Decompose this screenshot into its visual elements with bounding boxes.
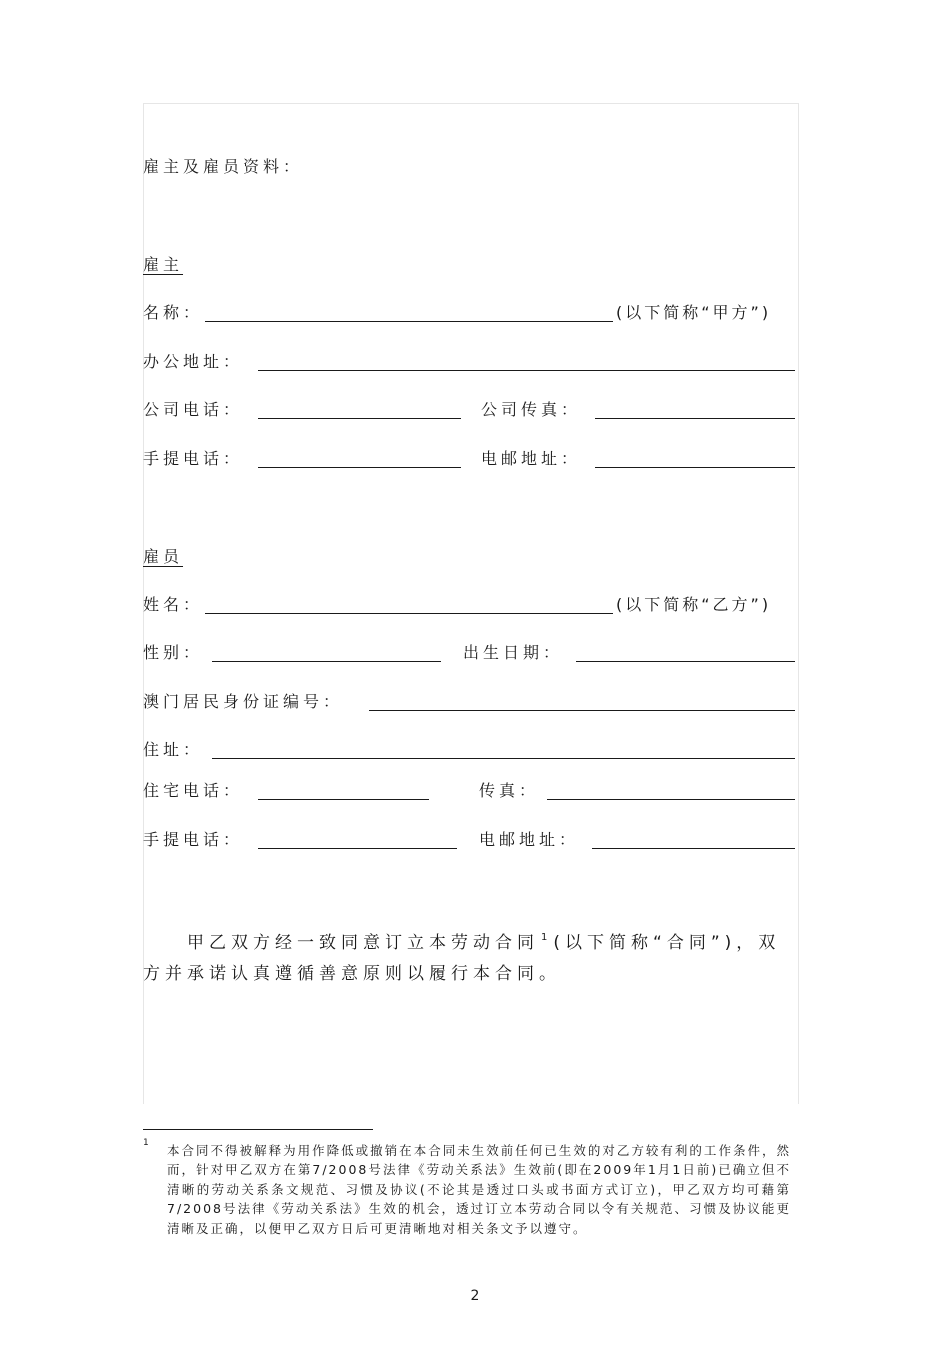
employer-phone-field[interactable] — [258, 418, 461, 419]
employer-email-label: 电邮地址： — [481, 449, 582, 468]
agreement-line-1 — [187, 928, 780, 953]
footnote-reference[interactable]: 1 — [541, 932, 548, 943]
employee-email-field[interactable] — [592, 848, 795, 849]
footnote-divider — [143, 1129, 373, 1130]
employee-id-label: 澳门居民身份证编号： — [143, 692, 344, 711]
employer-name-label: 名称： — [143, 303, 204, 322]
employee-address-field[interactable] — [212, 758, 795, 759]
footnote-marker: 1 — [143, 1138, 149, 1148]
employer-fax-label: 公司传真： — [481, 400, 582, 419]
employer-mobile-label: 手提电话： — [143, 449, 244, 468]
employee-mobile-field[interactable] — [258, 848, 457, 849]
employee-name-label: 姓名： — [143, 595, 204, 614]
employer-name-suffix: (以下简称“甲方”) — [616, 303, 772, 322]
employer-email-field[interactable] — [595, 467, 795, 468]
employee-dob-field[interactable] — [576, 661, 795, 662]
employer-address-field[interactable] — [258, 370, 795, 371]
section-title: 雇主及雇员资料： — [143, 157, 304, 176]
employer-fax-field[interactable] — [595, 418, 795, 419]
employee-home-phone-label: 住宅电话： — [143, 781, 244, 800]
employee-name-suffix: (以下简称“乙方”) — [616, 595, 772, 614]
employee-gender-label: 性别： — [143, 643, 204, 662]
employer-mobile-field[interactable] — [258, 467, 461, 468]
employee-gender-field[interactable] — [212, 661, 441, 662]
employer-address-label: 办公地址： — [143, 352, 244, 371]
employee-heading: 雇员 — [143, 547, 184, 566]
footnote-text: 本合同不得被解释为用作降低或撤销在本合同未生效前任何已生效的对乙方较有利的工作条件，然而，针对甲乙双方在第7/2008号法律《劳动关系法》生效前(即在2009年1月1日前)已确立但不清晰的劳动关系条文规范、习惯及协议(不论其是透过口头或书面方式订立)，甲乙双方均可藉第7/2008号法律《劳动关系法》生效的机会，透过订立本劳动合同以令有关规范、习惯及协议能更清晰及正确，以便甲乙双方日后可更清晰地对相关条文予以遵守。 — [167, 1143, 791, 1236]
employee-home-phone-field[interactable] — [258, 799, 429, 800]
employee-address-label: 住址： — [143, 740, 204, 759]
page-number: 2 — [470, 1288, 480, 1304]
employee-fax-label: 传真： — [479, 781, 540, 800]
agreement-text-a: 甲乙双方经一致同意订立本劳动合同 — [187, 933, 539, 953]
employee-name-field[interactable] — [205, 613, 613, 614]
employee-dob-label: 出生日期： — [463, 643, 564, 662]
employee-email-label: 电邮地址： — [479, 830, 580, 849]
employer-name-field[interactable] — [205, 321, 613, 322]
employee-mobile-label: 手提电话： — [143, 830, 244, 849]
employee-id-field[interactable] — [369, 710, 795, 711]
employee-fax-field[interactable] — [547, 799, 795, 800]
employer-heading: 雇主 — [143, 255, 184, 274]
agreement-line-2: 方并承诺认真遵循善意原则以履行本合同。 — [143, 964, 561, 984]
employer-phone-label: 公司电话： — [143, 400, 244, 419]
agreement-text-b: (以下简称“合同”)，双 — [553, 933, 781, 953]
